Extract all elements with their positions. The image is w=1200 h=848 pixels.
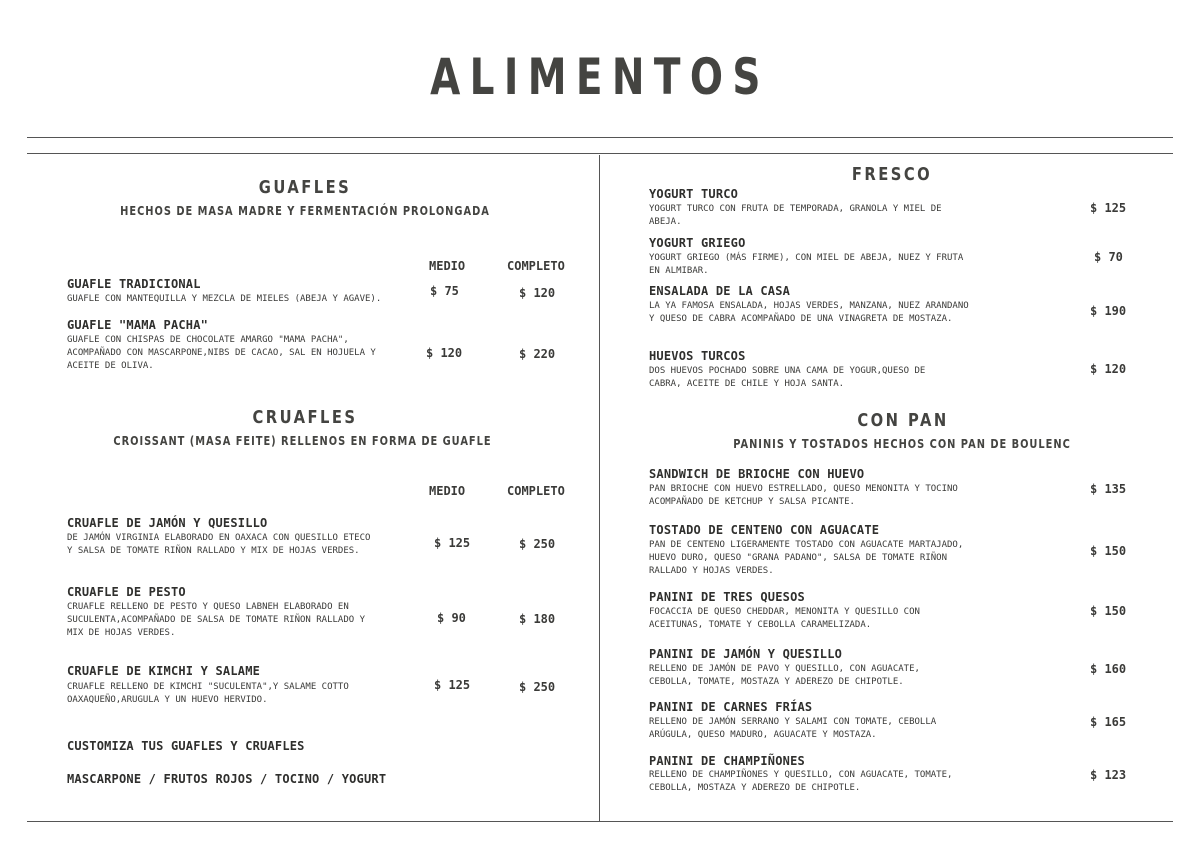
item-name: TOSTADO DE CENTENO CON AGUACATE: [649, 523, 880, 537]
item-price-medio: $ 120: [426, 346, 463, 360]
bottom-divider: [27, 821, 1173, 822]
con-pan-heading: CON PAN: [857, 410, 949, 431]
item-price-completo: $ 250: [519, 680, 556, 694]
item-name: HUEVOS TURCOS: [649, 349, 746, 363]
item-name: CRUAFLE DE KIMCHI Y SALAME: [67, 664, 261, 678]
item-price-medio: $ 125: [434, 678, 471, 692]
item-price: $ 123: [1090, 768, 1127, 782]
top-divider-second: [27, 153, 1173, 154]
item-description: CRUAFLE RELLENO DE KIMCHI "SUCULENTA",Y SALAME COTTO OAXAQUEÑO,ARUGULA Y UN HUEVO HERVIDO.: [67, 682, 349, 705]
guafles-col-completo: COMPLETO: [507, 259, 565, 273]
item-description: YOGURT TURCO CON FRUTA DE TEMPORADA, GRANOLA Y MIEL DE ABEJA.: [649, 204, 942, 227]
item-name: YOGURT TURCO: [649, 187, 739, 201]
top-divider: [27, 137, 1173, 138]
item-name: PANINI DE TRES QUESOS: [649, 590, 805, 604]
item-description: RELLENO DE JAMÓN SERRANO Y SALAMI CON TOMATE, CEBOLLA ARÚGULA, QUESO MADURO, AGUACATE Y MOSTAZA.: [649, 717, 937, 740]
item-price-completo: $ 120: [519, 286, 556, 300]
item-description: PAN DE CENTENO LIGERAMENTE TOSTADO CON AGUACATE MARTAJADO, HUEVO DURO, QUESO "GRANA PADANO", SALSA DE TOMATE RIÑON RALLADO Y HOJAS VERDES.: [649, 540, 964, 576]
item-price-medio: $ 75: [430, 284, 459, 298]
item-price: $ 150: [1090, 604, 1127, 618]
item-price-completo: $ 250: [519, 537, 556, 551]
item-price-completo: $ 220: [519, 347, 556, 361]
item-price: $ 125: [1090, 201, 1127, 215]
item-name: CRUAFLE DE JAMÓN Y QUESILLO: [67, 516, 268, 530]
cruafles-col-completo: COMPLETO: [507, 484, 565, 498]
item-name: PANINI DE CARNES FRÍAS: [649, 700, 813, 714]
item-price: $ 70: [1094, 250, 1123, 264]
customize-title: CUSTOMIZA TUS GUAFLES Y CRUAFLES: [67, 739, 305, 753]
item-price: $ 135: [1090, 482, 1127, 496]
item-description: LA YA FAMOSA ENSALADA, HOJAS VERDES, MANZANA, NUEZ ARANDANO Y QUESO DE CABRA ACOMPAÑADO DE UNA VINAGRETA DE MOSTAZA.: [649, 301, 969, 324]
item-price: $ 190: [1090, 304, 1127, 318]
item-name: GUAFLE "MAMA PACHA": [67, 318, 209, 332]
con-pan-subtitle: PANINIS Y TOSTADOS HECHOS CON PAN DE BOULENC: [733, 437, 1071, 451]
item-description: FOCACCIA DE QUESO CHEDDAR, MENONITA Y QUESILLO CON ACEITUNAS, TOMATE Y CEBOLLA CARAMELIZADA.: [649, 607, 920, 630]
menu-title: ALIMENTOS: [430, 48, 770, 106]
item-description: GUAFLE CON MANTEQUILLA Y MEZCLA DE MIELES (ABEJA Y AGAVE).: [67, 294, 382, 304]
item-description: RELLENO DE CHAMPIÑONES Y QUESILLO, CON AGUACATE, TOMATE, CEBOLLA, MOSTAZA Y ADEREZO DE CHIPOTLE.: [649, 770, 953, 793]
item-price-medio: $ 125: [434, 536, 471, 550]
cruafles-subtitle: CROISSANT (MASA FEITE) RELLENOS EN FORMA DE GUAFLE: [113, 434, 492, 448]
customize-options: MASCARPONE / FRUTOS ROJOS / TOCINO / YOGURT: [67, 772, 387, 786]
fresco-heading: FRESCO: [851, 164, 933, 185]
guafles-subtitle: HECHOS DE MASA MADRE Y FERMENTACIÓN PROLONGADA: [120, 204, 490, 218]
column-divider: [599, 155, 600, 822]
item-description: DE JAMÓN VIRGINIA ELABORADO EN OAXACA CON QUESILLO ETECO Y SALSA DE TOMATE RIÑON RALLADO Y MIX DE HOJAS VERDES.: [67, 533, 371, 556]
item-name: GUAFLE TRADICIONAL: [67, 277, 201, 291]
item-name: CRUAFLE DE PESTO: [67, 585, 186, 599]
guafles-col-medio: MEDIO: [429, 259, 466, 273]
item-name: YOGURT GRIEGO: [649, 236, 746, 250]
item-price: $ 165: [1090, 715, 1127, 729]
item-description: CRUAFLE RELLENO DE PESTO Y QUESO LABNEH ELABORADO EN SUCULENTA,ACOMPAÑADO DE SALSA DE TOMATE RIÑON RALLADO Y MIX DE HOJAS VERDES.: [67, 602, 366, 638]
cruafles-heading: CRUAFLES: [252, 407, 358, 428]
item-price: $ 160: [1090, 662, 1127, 676]
item-name: PANINI DE CHAMPIÑONES: [649, 754, 805, 768]
item-price-medio: $ 90: [437, 611, 466, 625]
cruafles-col-medio: MEDIO: [429, 484, 466, 498]
item-price-completo: $ 180: [519, 612, 556, 626]
item-description: RELLENO DE JAMÓN DE PAVO Y QUESILLO, CON AGUACATE, CEBOLLA, TOMATE, MOSTAZA Y ADEREZO DE CHIPOTLE.: [649, 664, 920, 687]
item-name: PANINI DE JAMÓN Y QUESILLO: [649, 647, 843, 661]
item-price: $ 150: [1090, 544, 1127, 558]
item-name: SANDWICH DE BRIOCHE CON HUEVO: [649, 467, 865, 481]
item-description: YOGURT GRIEGO (MÁS FIRME), CON MIEL DE ABEJA, NUEZ Y FRUTA EN ALMIBAR.: [649, 253, 964, 276]
item-price: $ 120: [1090, 362, 1127, 376]
item-name: ENSALADA DE LA CASA: [649, 284, 791, 298]
item-description: DOS HUEVOS POCHADO SOBRE UNA CAMA DE YOGUR,QUESO DE CABRA, ACEITE DE CHILE Y HOJA SANTA.: [649, 366, 926, 389]
guafles-heading: GUAFLES: [258, 177, 352, 198]
item-description: PAN BRIOCHE CON HUEVO ESTRELLADO, QUESO MENONITA Y TOCINO ACOMPAÑADO DE KETCHUP Y SALSA PICANTE.: [649, 484, 958, 507]
item-description: GUAFLE CON CHISPAS DE CHOCOLATE AMARGO "MAMA PACHA", ACOMPAÑADO CON MASCARPONE,NIBS DE CACAO, SAL EN HOJUELA Y ACEITE DE OLIVA.: [67, 335, 376, 371]
